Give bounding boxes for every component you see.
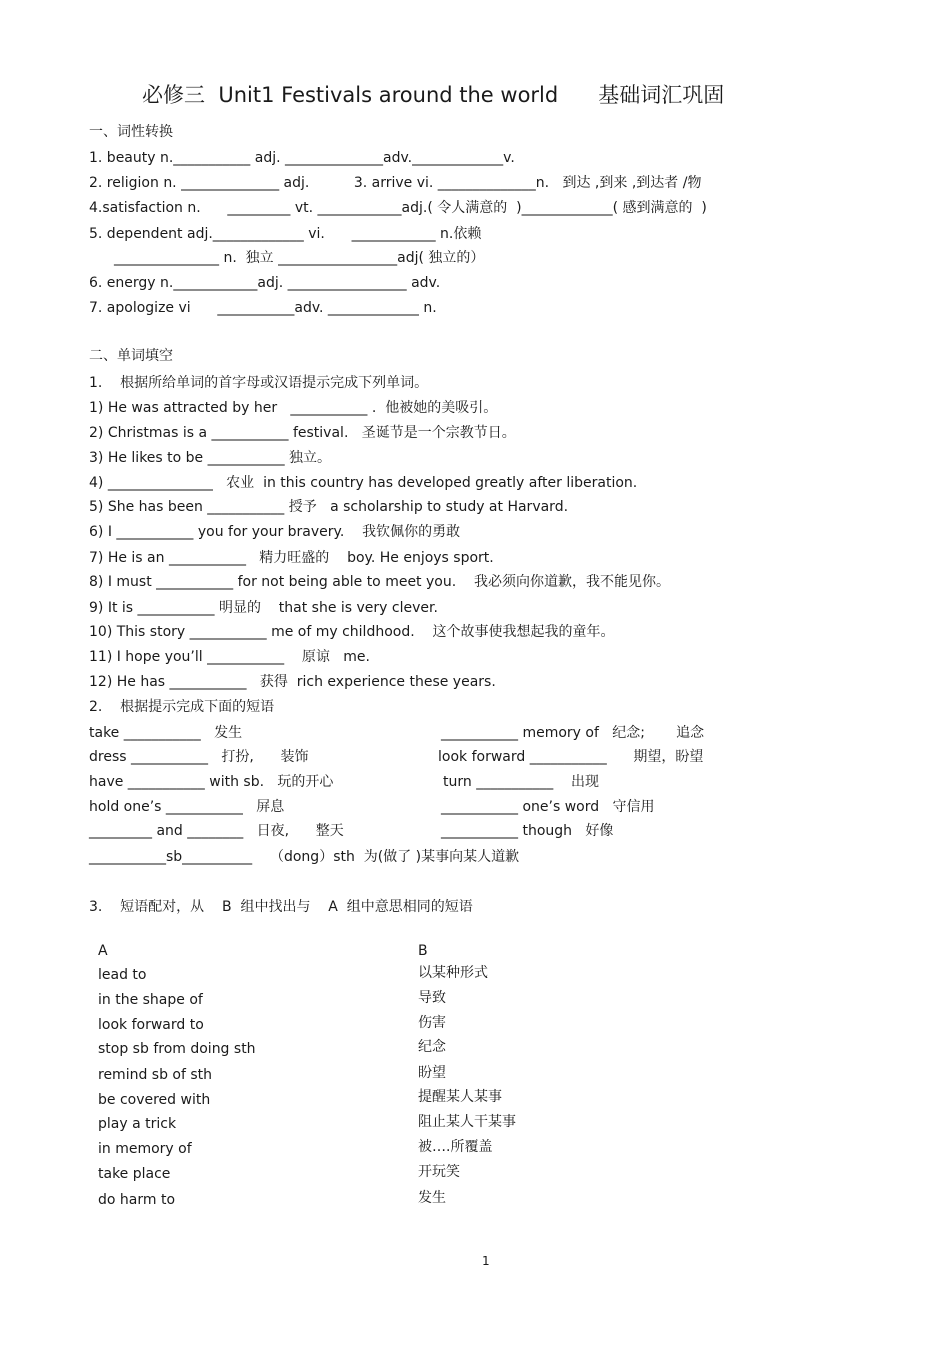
page-title: 必修三 Unit1 Festivals around the world 基础词汇巩固	[142, 83, 725, 107]
fill-item: 1) He was attracted by her ___________ . 他被她的美吸引。	[89, 400, 498, 416]
fill-item: 9) It is ___________ 明显的 that she is very clever.	[89, 600, 438, 616]
phrase-right: look forward ___________ 期望，盼望	[438, 749, 704, 765]
section1-line: 5. dependent adj._____________ vi. ____________ n.依赖	[89, 226, 482, 242]
section1-line: _______________ n. 独立 _________________adj( 独立的）	[114, 250, 485, 266]
section1-line: 6. energy n.____________adj. _________________ adv.	[89, 275, 441, 291]
section1-heading: 一、词性转换	[89, 124, 173, 140]
match-a-item: look forward to	[98, 1017, 204, 1033]
match-b-item: 开玩笑	[418, 1164, 460, 1180]
match-b-item: 阻止某人干某事	[418, 1114, 516, 1130]
section2-heading: 二、单词填空	[89, 348, 173, 364]
fill-item: 12) He has ___________ 获得 rich experience these years.	[89, 674, 496, 690]
page-number: 1	[482, 1254, 490, 1268]
match-a-item: take place	[98, 1166, 171, 1182]
phrase-right: turn ___________ 出现	[443, 774, 599, 790]
phrase-right: ___________ though 好像	[441, 823, 614, 839]
phrase-left: take ___________ 发生	[89, 725, 243, 741]
fill-item: 2) Christmas is a ___________ festival. 圣诞节是一个宗教节日。	[89, 425, 516, 441]
section1-line: 2. religion n. ______________ adj. 3. arrive vi. ______________n. 到达 ,到来 ,到达者 /物	[89, 175, 702, 191]
phrase-right: ___________ memory of 纪念; 追念	[441, 725, 705, 741]
fill-item: 7) He is an ___________ 精力旺盛的 boy. He enjoys sport.	[89, 550, 494, 566]
match-a-item: lead to	[98, 967, 147, 983]
fill-item: 3) He likes to be ___________ 独立。	[89, 450, 332, 466]
col-b-label: B	[418, 943, 428, 959]
match-a-item: remind sb of sth	[98, 1067, 213, 1083]
match-a-item: in the shape of	[98, 992, 203, 1008]
fill-item: 5) She has been ___________ 授予 a scholarship to study at Harvard.	[89, 499, 569, 515]
section1-line: 1. beauty n.___________ adj. ______________adv._____________v.	[89, 150, 515, 166]
section1-line: 4.satisfaction n. _________ vt. ____________adj.( 令人满意的 )_____________( 感到满意的 )	[89, 200, 707, 216]
fill-item: 8) I must ___________ for not being able to meet you. 我必须向你道歉，我不能见你。	[89, 574, 670, 590]
phrase-left: dress ___________ 打扮, 装饰	[89, 749, 309, 765]
match-b-item: 提醒某人某事	[418, 1089, 502, 1105]
match-b-item: 被….所覆盖	[418, 1139, 493, 1155]
col-a-label: A	[98, 943, 108, 959]
phrase-left: hold one’s ___________ 屏息	[89, 799, 285, 815]
phrase-right: ___________ one’s word 守信用	[441, 799, 655, 815]
fill-item: 6) I ___________ you for your bravery. 我钦佩你的勇敢	[89, 524, 461, 540]
part3-heading: 3. 短语配对，从 B 组中找出与 A 组中意思相同的短语	[89, 899, 473, 915]
match-a-item: stop sb from doing sth	[98, 1041, 256, 1057]
phrase-left: ___________sb__________ （dong）sth 为(做了 )某事向某人道歉	[89, 849, 520, 865]
match-b-item: 纪念	[418, 1039, 446, 1055]
match-b-item: 发生	[418, 1190, 446, 1206]
phrase-left: _________ and ________ 日夜, 整天	[89, 823, 344, 839]
match-a-item: in memory of	[98, 1141, 192, 1157]
match-b-item: 伤害	[418, 1015, 446, 1031]
part1-heading: 1. 根据所给单词的首字母或汉语提示完成下列单词。	[89, 375, 429, 391]
match-b-item: 盼望	[418, 1065, 446, 1081]
match-b-item: 以某种形式	[418, 965, 488, 981]
match-a-item: be covered with	[98, 1092, 211, 1108]
match-a-item: do harm to	[98, 1192, 176, 1208]
phrase-left: have ___________ with sb. 玩的开心	[89, 774, 334, 790]
fill-item: 11) I hope you’ll ___________ 原谅 me.	[89, 649, 370, 665]
match-a-item: play a trick	[98, 1116, 177, 1132]
match-b-item: 导致	[418, 990, 446, 1006]
section1-line: 7. apologize vi ___________adv. _____________ n.	[89, 300, 437, 316]
fill-item: 10) This story ___________ me of my childhood. 这个故事使我想起我的童年。	[89, 624, 615, 640]
part2-heading: 2. 根据提示完成下面的短语	[89, 699, 275, 715]
fill-item: 4) _______________ 农业 in this country has developed greatly after liberation.	[89, 475, 638, 491]
